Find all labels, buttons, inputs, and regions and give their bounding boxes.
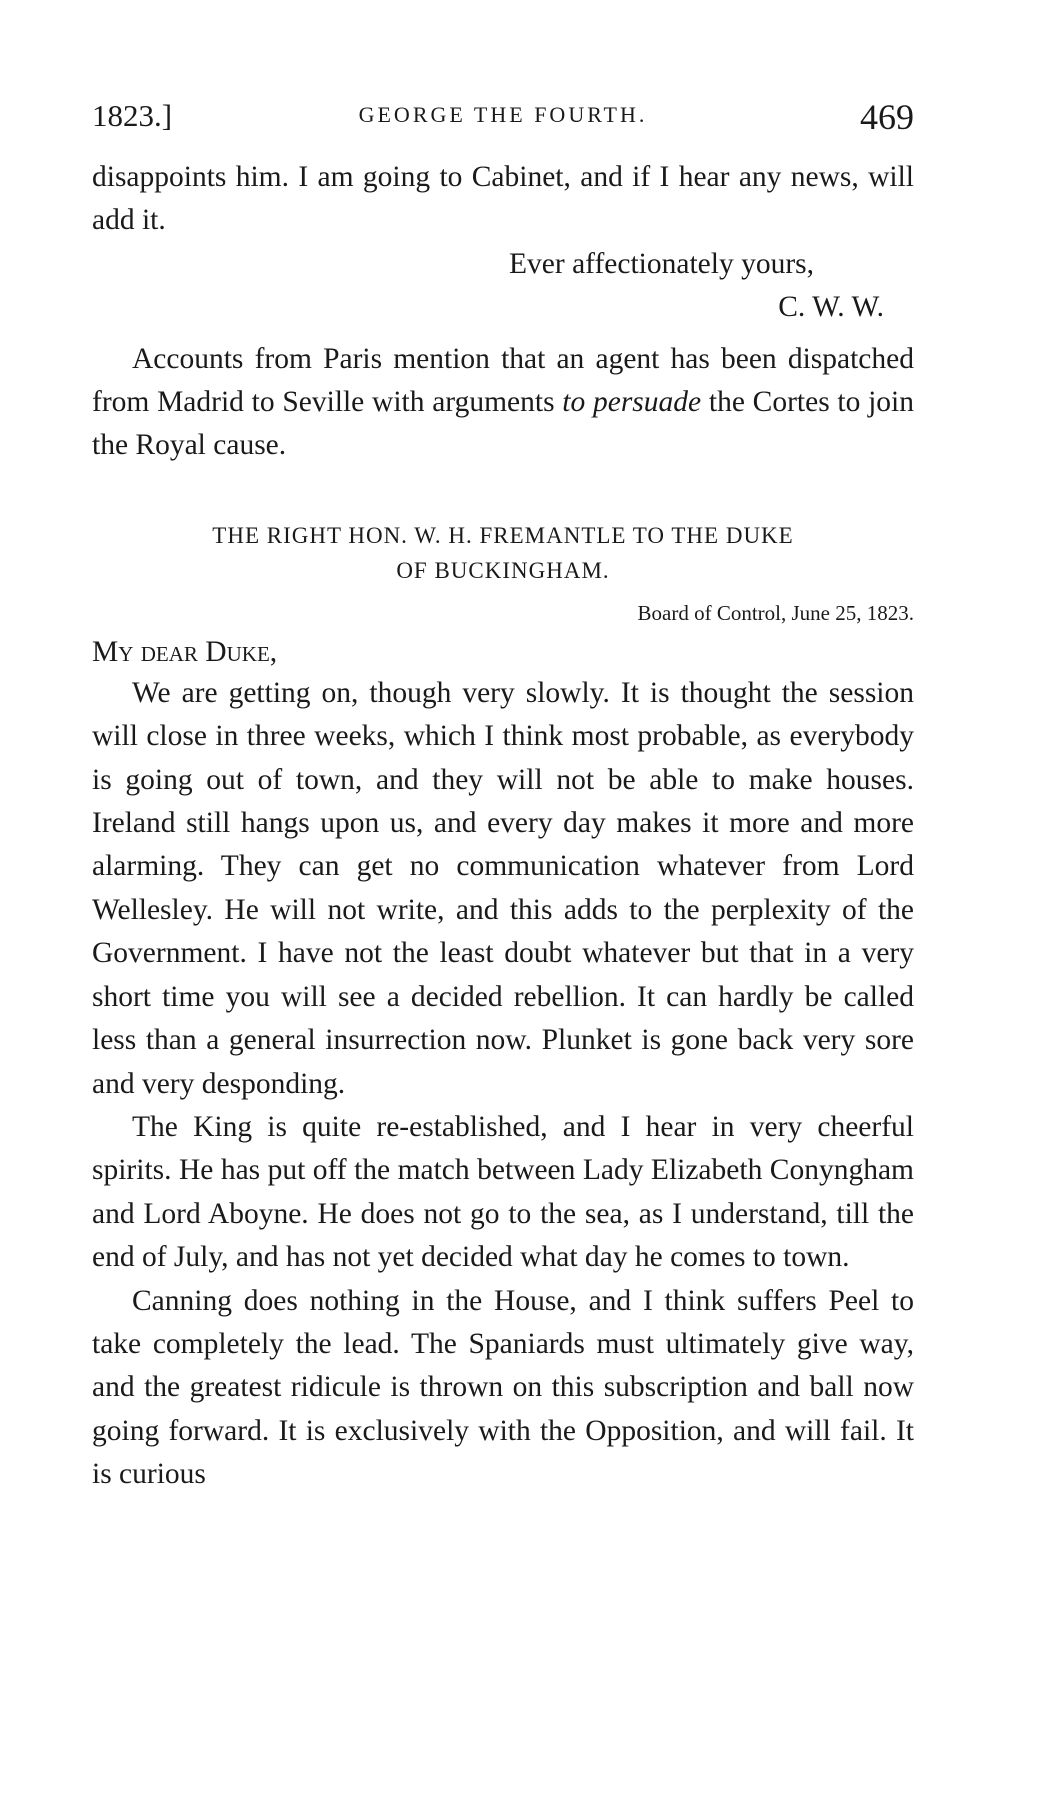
letter-paragraph-2: The King is quite re-established, and I hear in very cheerful spirits. He has put off the match between Lady Elizabeth Conyngham and Lord Aboyne. He does not go to the sea, as I understand, till the end of July, and has not yet decided what day he comes to town. [92,1110,914,1274]
running-head-year: 1823.] [92,98,173,133]
letter-salutation: My dear Duke, [92,635,278,668]
complimentary-close: Ever affectionately yours, [509,247,814,280]
postscript-text-after: the Cortes to join the Royal cause. [92,386,914,462]
running-head [92,98,914,138]
letter-heading [92,518,914,588]
letter-heading-line-2: OF BUCKINGHAM. [396,557,610,583]
postscript-text-before: Accounts from Paris mention that an agent has been dispatched from Madrid to Seville with arguments [92,342,914,419]
postscript-paragraph [92,338,914,468]
page-number: 469 [860,97,914,137]
letter-paragraph-1: We are getting on, though very slowly. It is thought the session will close in three weeks, which I think most probable, as everybody is going out of town, and they will not be able to make houses. Ireland still hangs upon us, and every day makes it more and more alarming. They can get no communication whatever from Lord Wellesley. He will not write, and this adds to the perplexity of the Government. I have not the least doubt whatever but that in a very short time you will see a decided rebellion. It can hardly be called less than a general insurrection now. Plunket is gone back very sore and very desponding. [92,676,914,1100]
letter-dateline: Board of Control, June 25, 1823. [637,600,914,625]
signature-initials: C. W. W. [778,291,884,324]
letter-closing-text: disappoints him. I am going to Cabinet, and if I hear any news, will add it. [92,161,914,237]
running-head-title: GEORGE THE FOURTH. [358,102,648,127]
postscript-italic-text: to persuade [562,386,702,419]
book-page [92,98,914,1497]
letter-paragraph-3: Canning does nothing in the House, and I think suffers Peel to take completely the lead. The Spaniards must ultimately give way, and the greatest ridicule is thrown on this subscription and ball now going forward. It is exclusively with the Opposition, and will fail. It is curious [92,1284,914,1491]
letter-heading-line-1: THE RIGHT HON. W. H. FREMANTLE TO THE DUKE [212,522,794,548]
